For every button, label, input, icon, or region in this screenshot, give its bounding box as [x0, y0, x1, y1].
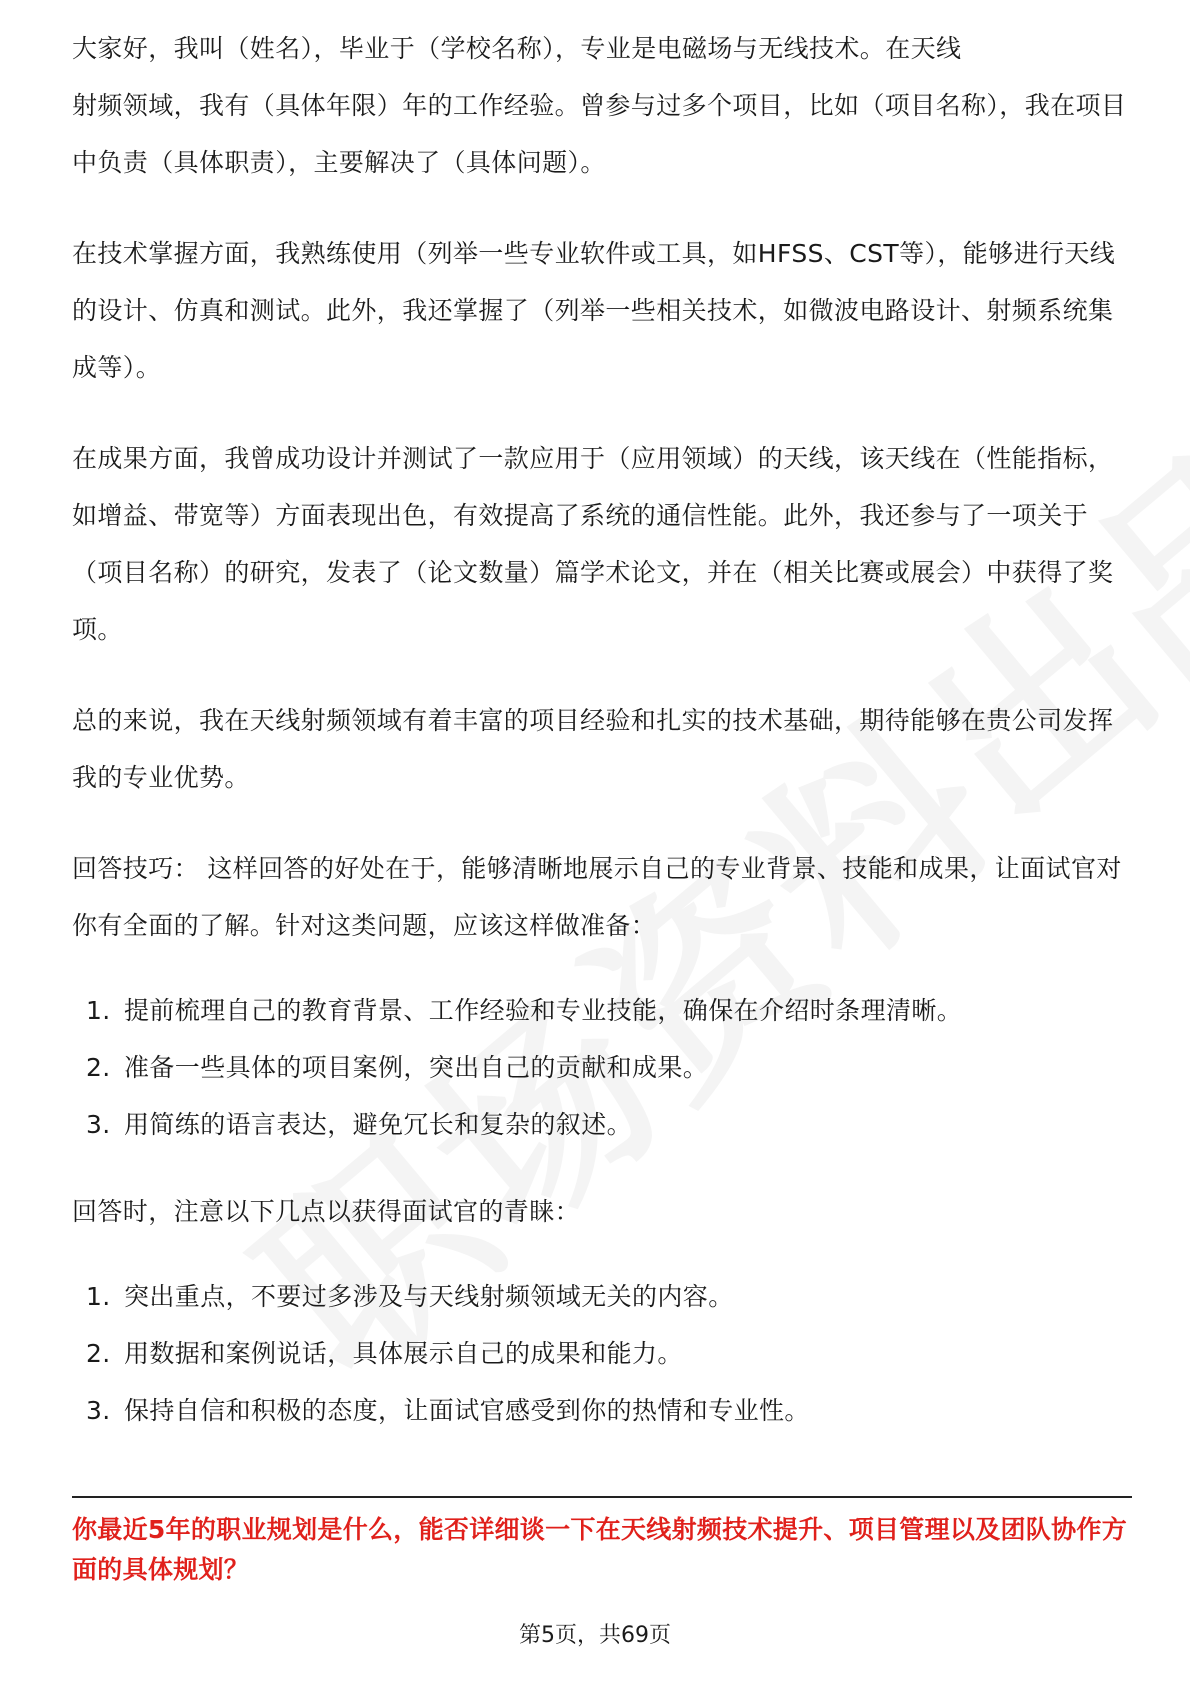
list-number: 3. [86, 1110, 111, 1139]
list-number: 1. [86, 996, 111, 1025]
answer-body [72, 28, 1132, 1469]
paragraph-experience: 射频领域，我有（具体年限）年的工作经验。曾参与过多个项目，比如（项目名称），我在项目中负责（具体职责），主要解决了（具体问题）。 [72, 91, 1127, 177]
list-text: 准备一些具体的项目案例，突出自己的贡献和成果。 [124, 1053, 709, 1082]
list-item [72, 1325, 1132, 1382]
section-divider [72, 1496, 1132, 1498]
list-number: 2. [86, 1053, 111, 1082]
paragraph-skills: 在技术掌握方面，我熟练使用（列举一些专业软件或工具，如HFSS、CST等），能够进行天线的设计、仿真和测试。此外，我还掌握了（列举一些相关技术，如微波电路设计、射频系统集成等）。 [72, 239, 1116, 382]
list-text: 提前梳理自己的教育背景、工作经验和专业技能，确保在介绍时条理清晰。 [124, 996, 963, 1025]
page-number-footer: 第5页，共69页 [519, 1623, 671, 1648]
paragraph-tips: 回答技巧： 这样回答的好处在于，能够清晰地展示自己的专业背景、技能和成果，让面试官对你有全面的了解。针对这类问题，应该这样做准备： [72, 854, 1122, 940]
list-number: 1. [86, 1282, 111, 1311]
attention-list [72, 1268, 1132, 1439]
list-text: 突出重点，不要过多涉及与天线射频领域无关的内容。 [124, 1282, 734, 1311]
list-item [72, 1096, 1132, 1153]
list-number: 3. [86, 1396, 111, 1425]
list-item [72, 982, 1132, 1039]
list-item [72, 1039, 1132, 1096]
paragraph-summary: 总的来说，我在天线射频领域有着丰富的项目经验和扎实的技术基础，期待能够在贵公司发挥我的专业优势。 [72, 706, 1114, 792]
list-text: 保持自信和积极的态度，让面试官感受到你的热情和专业性。 [124, 1396, 810, 1425]
prep-list [72, 982, 1132, 1153]
list-text: 用数据和案例说话，具体展示自己的成果和能力。 [124, 1339, 683, 1368]
next-question-heading: 你最近5年的职业规划是什么，能否详细谈一下在天线射频技术提升、项目管理以及团队协作方面的具体规划？ [72, 1515, 1127, 1584]
list-text: 用简练的语言表达，避免冗长和复杂的叙述。 [124, 1110, 633, 1139]
list-item [72, 1268, 1132, 1325]
paragraph-attention: 回答时，注意以下几点以获得面试官的青睐： [72, 1197, 581, 1226]
list-item [72, 1382, 1132, 1439]
paragraph-clipped-intro: 大家好，我叫（姓名），毕业于（学校名称），专业是电磁场与无线技术。在天线 [72, 34, 962, 63]
list-number: 2. [86, 1339, 111, 1368]
paragraph-achievements: 在成果方面，我曾成功设计并测试了一款应用于（应用领域）的天线，该天线在（性能指标，如增益、带宽等）方面表现出色，有效提高了系统的通信性能。此外，我还参与了一项关于（项目名称）的研究，发表了（论文数量）篇学术论文，并在（相关比赛或展会）中获得了奖项。 [72, 444, 1114, 644]
